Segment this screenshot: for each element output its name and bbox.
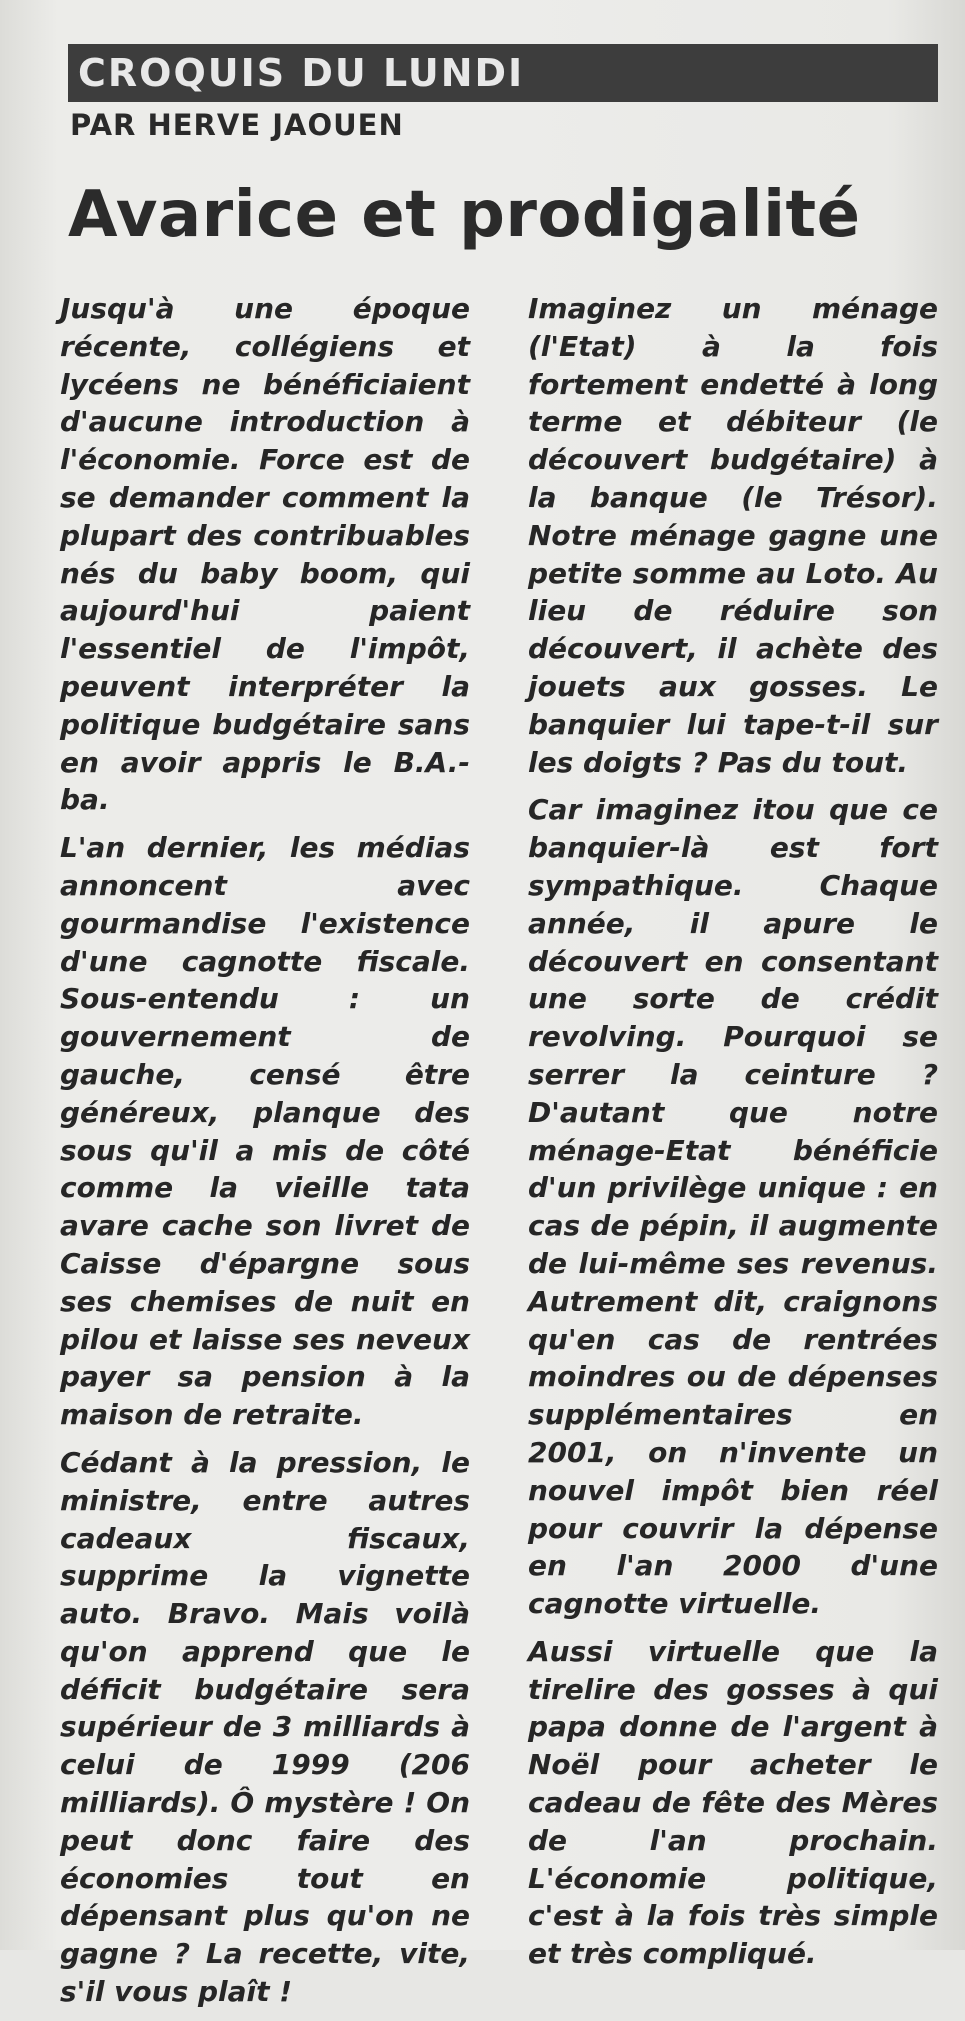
- paragraph: Aussi virtuelle que la tirelire des gosses à qui papa donne de l'argent à Noël pour acheter le cadeau de fête des Mères de l'an prochain. L'économie politique, c'est à la fois très simple et très compliqué.: [528, 1634, 938, 1971]
- paragraph: L'an dernier, les médias annoncent avec gourmandise l'existence d'une cagnotte fiscale. Sous-entendu : un gouvernement de gauche, censé être généreux, planque des sous qu'il a mis de côté comme la vieille tata avare cache son livret de Caisse d'épargne sous ses chemises de nuit en pilou et laisse ses neveux payer sa pension à la maison de retraite.: [60, 831, 470, 1432]
- paragraph: Imaginez un ménage (l'Etat) à la fois fortement endetté à long terme et débiteur (le découvert budgétaire) à la banque (le Trésor). Notre ménage gagne une petite somme au Loto. Au lieu de réduire son découvert, il achète des jouets aux gosses. Le banquier lui tape-t-il sur les doigts ? Pas du tout.: [528, 292, 938, 779]
- paragraph: Car imaginez itou que ce banquier-là est fort sympathique. Chaque année, il apure le découvert en consentant une sorte de crédit revolving. Pourquoi se serrer la ceinture ? D'autant que notre ménage-Etat bénéficie d'un privilège unique : en cas de pépin, il augmente de lui-même ses revenus. Autrement dit, craignons qu'en cas de rentrées moindres ou de dépenses supplémentaires en 2001, on n'invente un nouvel impôt bien réel pour couvrir la dépense en l'an 2000 d'une cagnotte virtuelle.: [528, 793, 938, 1621]
- paragraph: Cédant à la pression, le ministre, entre autres cadeaux fiscaux, supprime la vignette auto. Bravo. Mais voilà qu'on apprend que le déficit budgétaire sera supérieur de 3 milliards à celui de 1999 (206 milliards). Ô mystère ! On peut donc faire des économies tout en dépensant plus qu'on ne gagne ? La recette, vite, s'il vous plaît !: [60, 1445, 470, 2009]
- paragraph: Jusqu'à une époque récente, collégiens et lycéens ne bénéficiaient d'aucune introduction à l'économie. Force est de se demander comment la plupart des contribuables nés du baby boom, qui aujourd'hui paient l'essentiel de l'impôt, peuvent interpréter la politique budgétaire sans en avoir appris le B.A.-ba.: [60, 292, 470, 817]
- article-column-right: [528, 290, 938, 1983]
- rubric-title: CROQUIS DU LUNDI: [78, 51, 525, 95]
- article-title: Avarice et prodigalité: [68, 178, 861, 252]
- article-column-left: [60, 290, 470, 2021]
- byline: PAR HERVE JAOUEN: [70, 108, 404, 142]
